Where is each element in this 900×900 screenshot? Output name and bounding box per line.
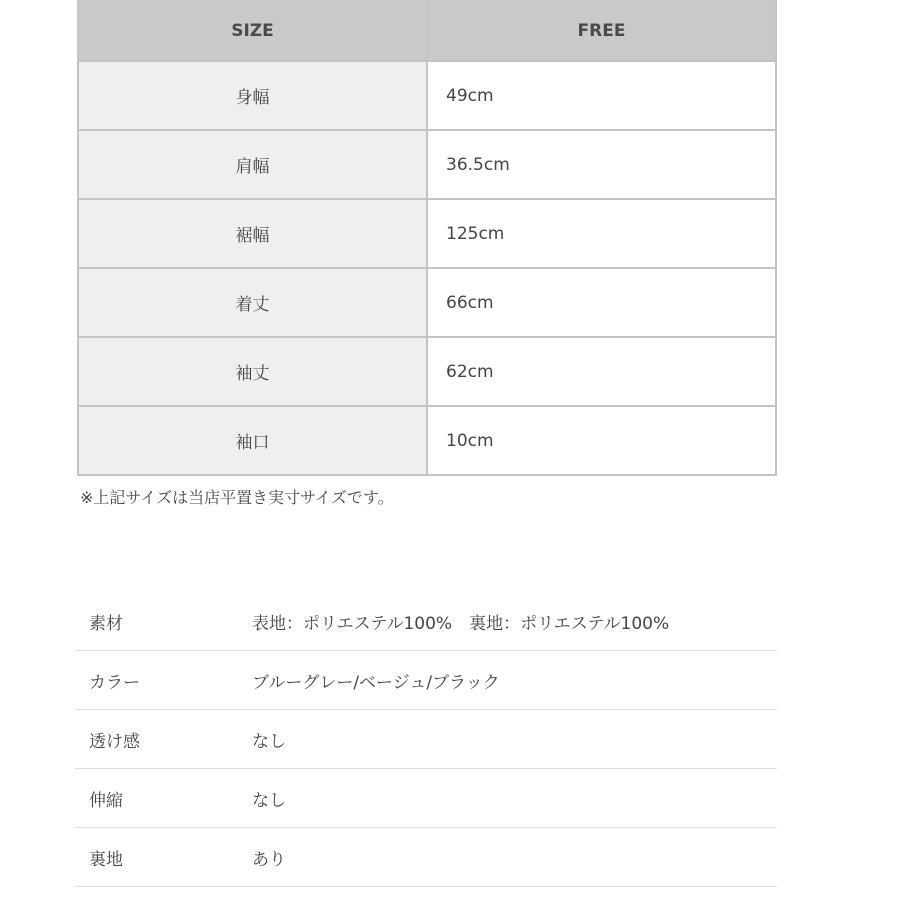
size-note: ※上記サイズは当店平置き実寸サイズです。 bbox=[80, 488, 394, 507]
measurement-label: 袖丈 bbox=[78, 337, 427, 406]
spec-label: カラー bbox=[89, 672, 140, 693]
spec-value: あり bbox=[252, 849, 286, 870]
spec-value: ブルーグレー/ベージュ/ブラック bbox=[252, 672, 500, 693]
spec-label: 透け感 bbox=[89, 731, 140, 752]
spec-value: 表地：ポリエステル100% 裏地：ポリエステル100% bbox=[252, 613, 670, 634]
spec-row-material bbox=[75, 592, 777, 651]
table-row bbox=[78, 130, 776, 199]
measurement-value: 10cm bbox=[427, 406, 776, 475]
measurement-label: 袖口 bbox=[78, 406, 427, 475]
spec-list bbox=[75, 592, 777, 887]
spec-label: 伸縮 bbox=[89, 790, 123, 811]
size-table-header-row bbox=[78, 0, 776, 61]
spec-value: なし bbox=[252, 790, 286, 811]
size-header-label: SIZE bbox=[78, 0, 427, 61]
measurement-value: 66cm bbox=[427, 268, 776, 337]
spec-row-lining bbox=[75, 828, 777, 887]
measurement-label: 肩幅 bbox=[78, 130, 427, 199]
table-row bbox=[78, 337, 776, 406]
spec-row-sheerness bbox=[75, 710, 777, 769]
measurement-label: 裾幅 bbox=[78, 199, 427, 268]
measurement-value: 125cm bbox=[427, 199, 776, 268]
table-row bbox=[78, 61, 776, 130]
measurement-label: 身幅 bbox=[78, 61, 427, 130]
spec-label: 素材 bbox=[89, 613, 123, 634]
measurement-value: 36.5cm bbox=[427, 130, 776, 199]
table-row bbox=[78, 268, 776, 337]
measurement-value: 62cm bbox=[427, 337, 776, 406]
table-row bbox=[78, 406, 776, 475]
spec-label: 裏地 bbox=[89, 849, 123, 870]
measurement-label: 着丈 bbox=[78, 268, 427, 337]
spec-row-stretch bbox=[75, 769, 777, 828]
size-header-value: FREE bbox=[427, 0, 776, 61]
measurement-value: 49cm bbox=[427, 61, 776, 130]
size-table bbox=[77, 0, 777, 476]
spec-row-color bbox=[75, 651, 777, 710]
spec-value: なし bbox=[252, 731, 286, 752]
table-row bbox=[78, 199, 776, 268]
